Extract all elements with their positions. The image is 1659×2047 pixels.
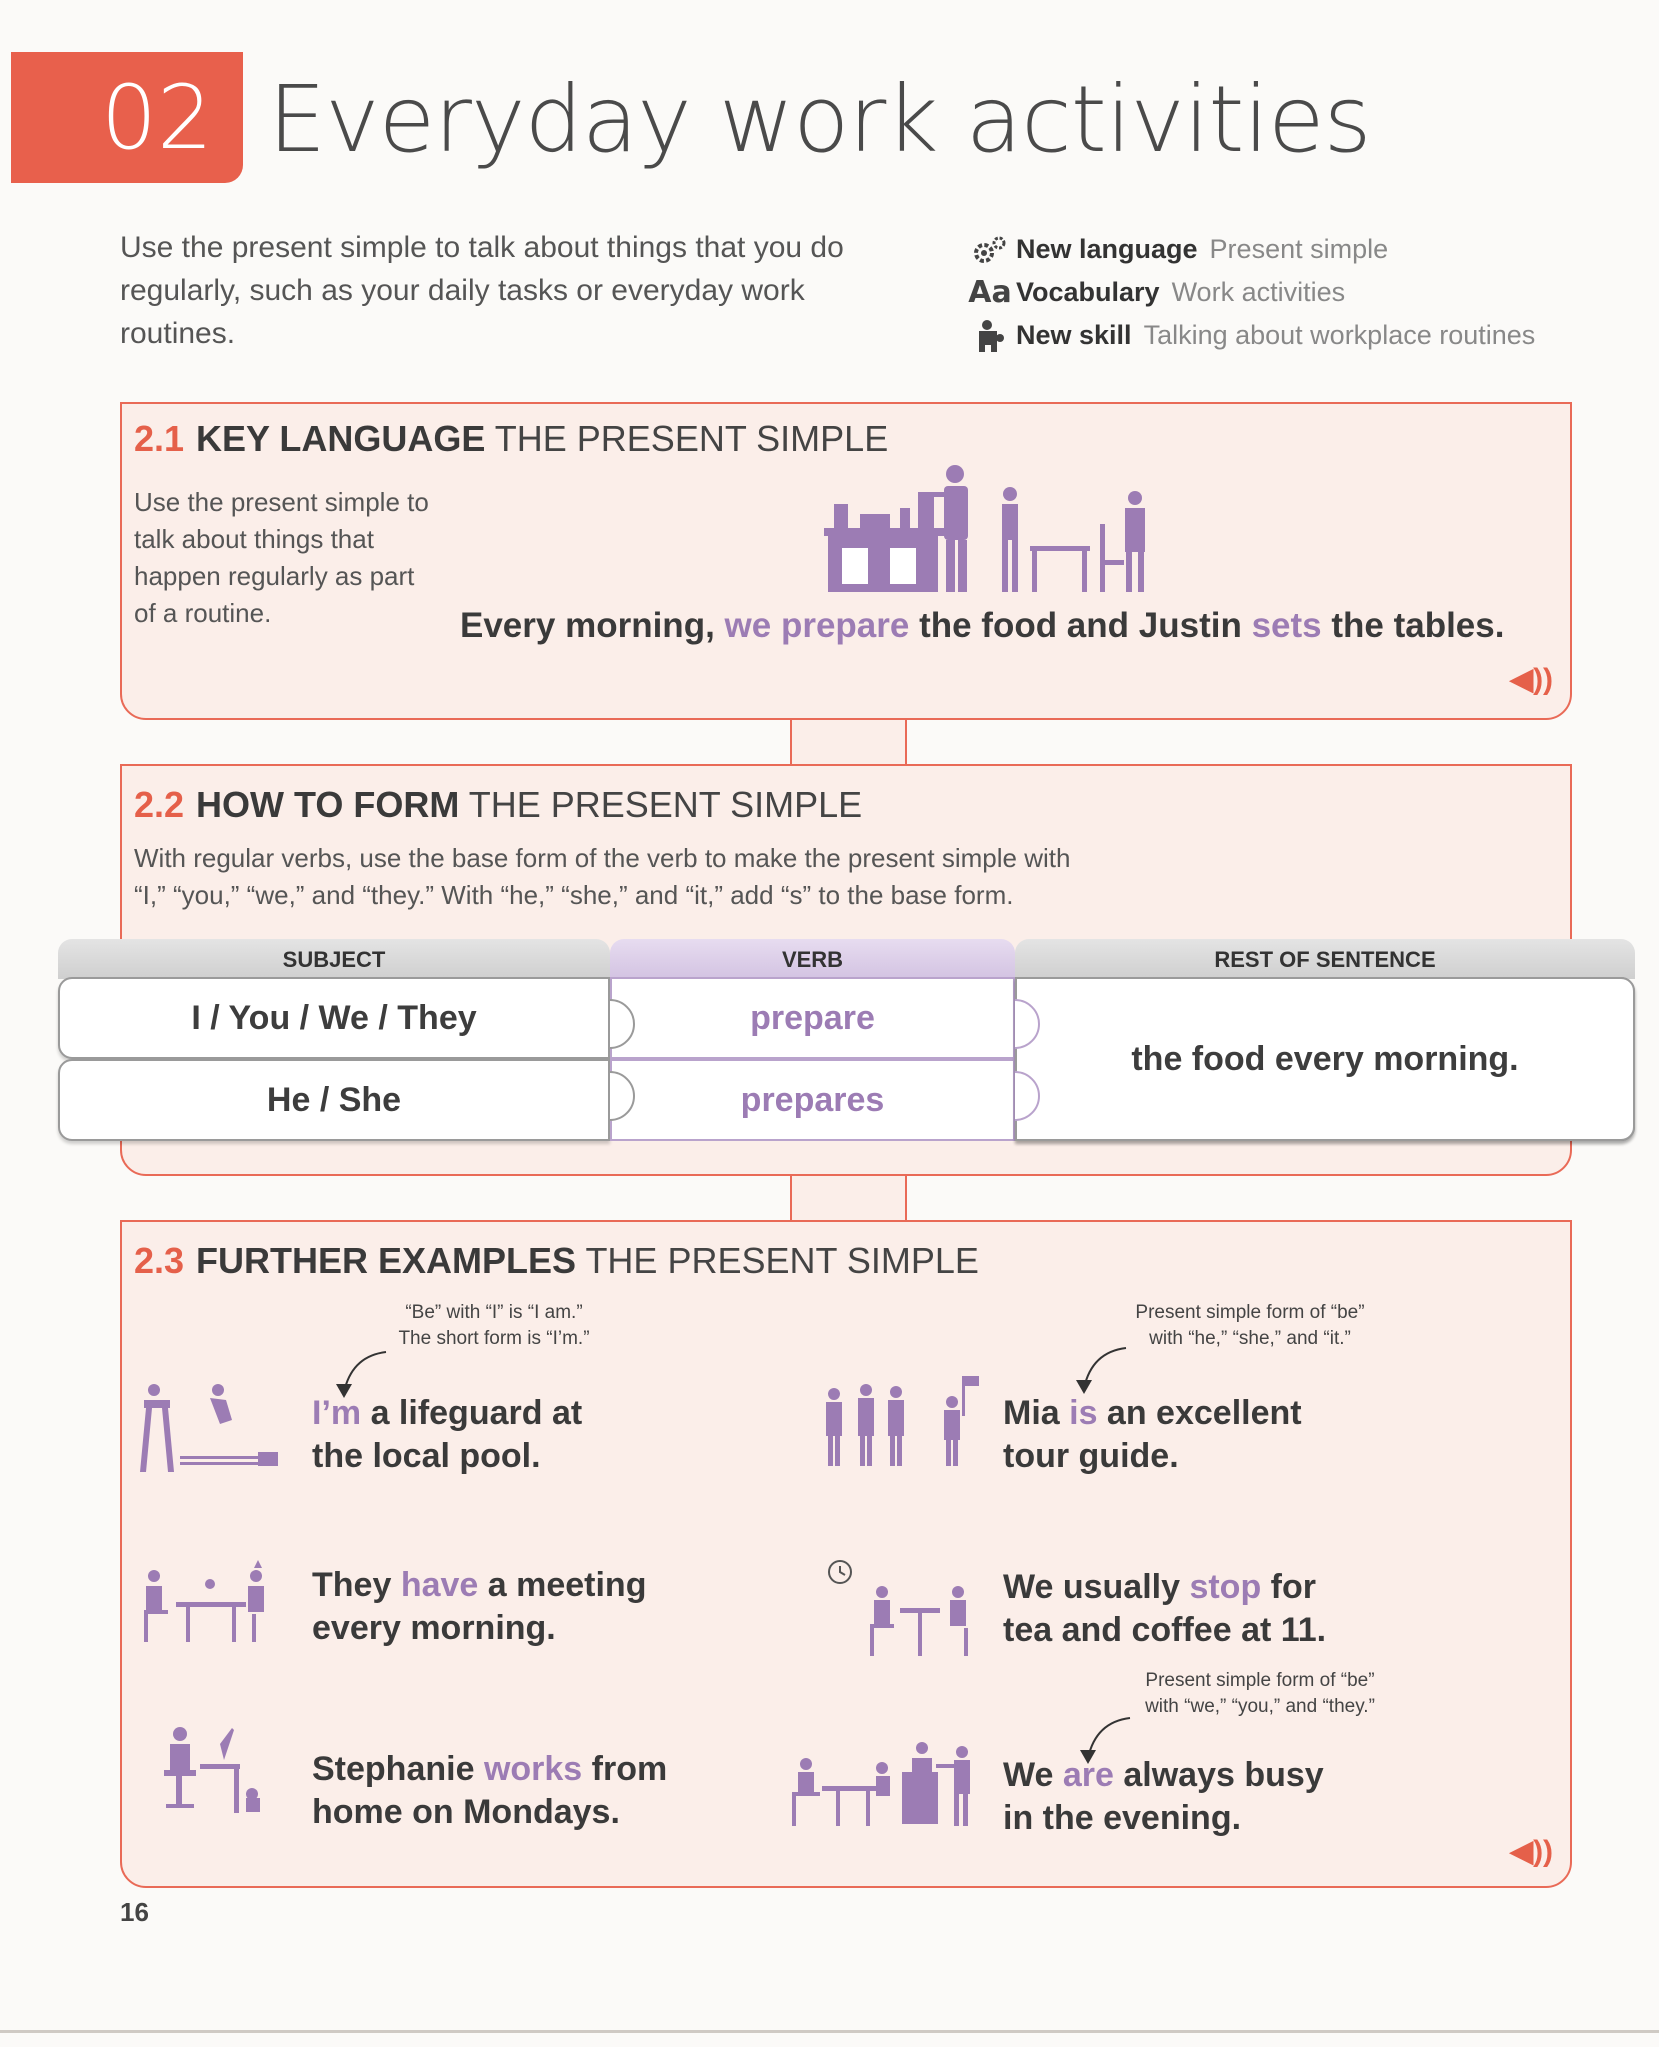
section-title [134,1240,979,1282]
section-title-light: THE PRESENT SIMPLE [585,1240,979,1281]
meta-label: New language [1016,234,1198,264]
subject-cell: I / You / We / They [58,977,610,1059]
column-header-subject: SUBJECT [58,939,610,979]
example-text: always busy [1113,1756,1324,1794]
example-sentence [1003,1392,1423,1478]
puzzle-person-icon [964,319,1016,353]
section-title [134,418,888,460]
page-title: Everyday work activities [268,66,1371,173]
remote-work-icon [150,1724,270,1818]
verb-cell: prepare [610,977,1015,1059]
section-title-bold: FURTHER EXAMPLES [196,1240,577,1281]
example-sentence [312,1748,732,1834]
example-text: home on Mondays. [312,1793,620,1831]
meta-list [964,228,1624,357]
meta-new-language [964,228,1624,271]
note-line: “Be” with “I” is “I am.” [405,1302,583,1323]
audio-speaker-icon[interactable]: ◀)) [1510,663,1554,696]
aa-icon: Aa [968,275,1012,310]
meta-vocabulary [964,271,1624,314]
example-text: the tables. [1321,606,1505,645]
example-text: a lifeguard at [361,1394,583,1432]
audio-speaker-icon[interactable]: ◀)) [1510,1835,1554,1868]
section-number: 2.3 [134,1240,185,1281]
note-line: Present simple form of “be” [1145,1670,1375,1691]
example-sentence [1003,1566,1443,1652]
example-text: every morning. [312,1609,556,1647]
example-highlight: stop [1189,1568,1262,1606]
puzzle-connector-icon [600,990,660,1130]
example-text: from [582,1750,668,1788]
example-text: Mia [1003,1394,1070,1432]
meeting-icon [140,1556,280,1646]
example-highlight: have [400,1566,479,1604]
example-highlight: is [1069,1394,1098,1432]
example-highlight: I’m [312,1394,362,1432]
example-text: a meeting [478,1566,647,1604]
section-number: 2.1 [134,418,185,459]
note-line: with “we,” “you,” and “they.” [1145,1696,1375,1717]
example-text: the local pool. [312,1437,541,1475]
meta-label: New skill [1016,320,1132,350]
example-sentence [312,1564,732,1650]
example-text: We [1003,1756,1063,1794]
verb-cell: prepares [610,1059,1015,1141]
subject-cell: He / She [58,1059,610,1141]
rest-of-sentence-cell: the food every morning. [1015,977,1635,1141]
lifeguard-icon [140,1380,290,1476]
grammar-note [1110,1300,1390,1352]
example-text: the food and Justin [909,606,1252,645]
example-text: in the evening. [1003,1799,1242,1837]
intro-text: Use the present simple to talk about things that you do regularly, such as your daily tasks or everyday work routines. [120,231,844,350]
kitchen-illustration [820,462,1160,596]
note-arrow-icon [1070,1344,1130,1396]
meta-value: Present simple [1209,234,1389,264]
meta-value: Talking about workplace routines [1143,320,1536,350]
example-text: for [1261,1568,1316,1606]
note-line: The short form is “I’m.” [398,1328,590,1349]
section-description: Use the present simple to talk about things that happen regularly as part of a routine. [134,487,429,628]
note-line: with “he,” “she,” and “it.” [1149,1328,1351,1349]
example-text: We usually [1003,1568,1190,1606]
section-title-light: THE PRESENT SIMPLE [468,784,863,825]
example-text: an excellent [1097,1394,1302,1432]
example-text: They [312,1566,401,1604]
example-text: tour guide. [1003,1437,1179,1475]
grammar-note [364,1300,624,1352]
example-text: Every morning, [460,606,725,645]
section-connector [790,720,907,764]
coffee-break-icon [826,1558,976,1658]
example-highlight: we prepare [724,606,910,645]
meta-value: Work activities [1171,277,1346,307]
example-highlight: are [1062,1756,1114,1794]
section-title [134,784,862,826]
section-description-line: “I,” “you,” “we,” and “they.” With “he,” “she,” and “it,” add “s” to the base form. [134,880,1014,910]
column-header-verb: VERB [610,939,1015,979]
example-text: Stephanie [312,1750,484,1788]
example-sentence [1003,1754,1423,1840]
section-connector [790,1176,907,1220]
note-line: Present simple form of “be” [1135,1302,1365,1323]
section-title-light: THE PRESENT SIMPLE [494,418,889,459]
gears-icon [964,235,1016,265]
example-sentence [312,1392,732,1478]
example-highlight: sets [1251,606,1322,645]
meta-label: Vocabulary [1016,277,1160,307]
example-highlight: works [483,1750,583,1788]
page-edge [0,2030,1659,2033]
tour-guide-icon [820,1372,980,1472]
grammar-note [1120,1668,1400,1720]
meta-new-skill [964,314,1624,357]
section-title-bold: KEY LANGUAGE [196,418,486,459]
section-title-bold: HOW TO FORM [196,784,460,825]
key-example-sentence [460,606,1504,646]
section-number: 2.2 [134,784,185,825]
puzzle-connector-icon [1005,990,1065,1130]
section-description-line: With regular verbs, use the base form of the verb to make the present simple with [134,843,1071,873]
example-text: tea and coffee at 11. [1003,1611,1327,1649]
restaurant-icon [786,1740,986,1830]
column-header-rest: REST OF SENTENCE [1015,939,1635,979]
chapter-number: 02 [11,52,243,183]
page-number: 16 [120,1897,149,1927]
